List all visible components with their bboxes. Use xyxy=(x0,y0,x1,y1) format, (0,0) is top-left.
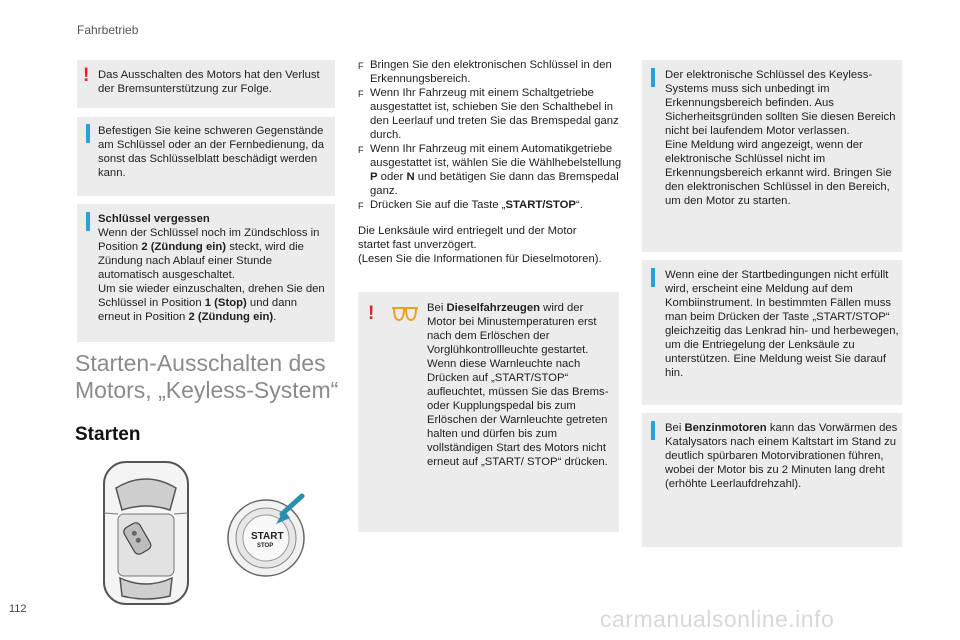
info-icon xyxy=(651,421,655,440)
stop-label: STOP xyxy=(257,543,274,549)
info-box-key-objects xyxy=(77,117,335,196)
warning-icon: ! xyxy=(83,65,90,86)
start-stop-button-illustration xyxy=(224,492,314,582)
info-box-petrol-engines xyxy=(642,413,902,547)
info-start-conditions-text: Wenn eine der Startbedingungen nicht erfüllt wird, erscheint eine Meldung auf dem Kombiinstrument. In bestimmten Fällen muss man beim Drücken der Taste „START/STOP“ gleichzeitig das Lenkrad hin- und herbewegen, um die Entriegelung der Lenksäule zu unterstützen. Eine Meldung weist Sie darauf hin. xyxy=(665,269,899,379)
section-title: Fahrbetrieb xyxy=(77,23,139,37)
info-box-start-conditions xyxy=(642,260,902,405)
info-icon xyxy=(86,124,90,143)
info-icon xyxy=(651,268,655,287)
car-illustration xyxy=(100,458,192,608)
forgotten-key-paragraph-1: Wenn der Schlüssel noch im Zündschloss in Position 2 (Zündung ein) steckt, wird die Zündung nach Ablauf einer Stunde automatisch ausgeschaltet. xyxy=(98,227,320,281)
info-icon xyxy=(86,212,90,231)
step-item: F Drücken Sie auf die Taste „START/STOP“. xyxy=(358,199,583,211)
forgotten-key-title: Schlüssel vergessen xyxy=(98,213,210,225)
info-box-keyless-range xyxy=(642,60,902,252)
info-petrol-text: Bei Benzinmotoren kann das Vorwärmen des Katalysators nach einem Kaltstart im Stand zu deutlich spürbaren Motorvibrationen führen, wobei der Motor bis zu 2 Minuten lang dreht (erhöhte Leerlaufdrehzahl). xyxy=(665,422,898,490)
warning-icon: ! xyxy=(368,303,375,324)
diesel-warning-text: Bei Dieselfahrzeugen wird der Motor bei Minustemperaturen erst nach dem Erlöschen der Vorglühkontrollleuchte gestartet. Wenn diese Warnleuchte nach Drücken auf „START/STOP“ aufleuchtet, müssen Sie das Brems- oder Kupplungspedal bis zum Erlöschen der Warnleuchte getreten halten und dürfen bis zum vollständigen Start des Motors nicht erneut auf „START/ STOP“ drücken. xyxy=(427,302,609,468)
info-text: Befestigen Sie keine schweren Gegenstände am Schlüssel oder an der Fernbedienung, da sonst das Schlüsselblatt beschädigt werden kann. xyxy=(98,125,325,179)
chapter-heading: Starten-Ausschalten des Motors, „Keyless-System“ xyxy=(75,350,339,403)
forgotten-key-paragraph-2: Um sie wieder einzuschalten, drehen Sie den Schlüssel in Position 1 (Stop) und dann erneut in Position 2 (Zündung ein). xyxy=(98,283,325,323)
watermark: carmanualsonline.info xyxy=(600,606,835,632)
forgotten-key-text xyxy=(98,212,332,324)
step-item: F Bringen Sie den elektronischen Schlüssel in den Erkennungsbereich. xyxy=(358,59,612,85)
step-item: F Wenn Ihr Fahrzeug mit einem Schaltgetriebe ausgestattet ist, schieben Sie den Schalthebel in den Leerlauf und treten Sie das Bremspedal ganz durch. xyxy=(358,87,619,141)
start-label: START xyxy=(251,531,284,542)
warning-box-brake xyxy=(77,60,335,108)
page-number: 112 xyxy=(9,603,27,615)
info-icon xyxy=(651,68,655,87)
start-steps-list xyxy=(358,58,623,213)
steering-lock-text: Die Lenksäule wird entriegelt und der Motor startet fast unverzögert. (Lesen Sie die Informationen für Dieselmotoren). xyxy=(358,225,602,265)
warning-text: Das Ausschalten des Motors hat den Verlust der Bremsunterstützung zur Folge. xyxy=(98,69,320,95)
diesel-warning-box xyxy=(358,292,619,532)
info-keyless-range-text: Der elektronische Schlüssel des Keyless-Systems muss sich unbedingt im Erkennungsbereich befinden. Aus Sicherheitsgründen sollten Sie diesen Bereich nicht bei laufendem Motor verlassen. Eine Meldung wird angezeigt, wenn der elektronische Schlüssel nicht im Erkennungsbereich erkannt wird. Bringen Sie den elektronischen Schlüssel in den Bereich, um den Motor zu starten. xyxy=(665,69,896,207)
info-box-forgotten-key xyxy=(77,204,335,342)
subheading-starten: Starten xyxy=(75,424,141,445)
preheat-glow-icon xyxy=(390,304,420,324)
step-item: F Wenn Ihr Fahrzeug mit einem Automatikgetriebe ausgestattet ist, wählen Sie die Wählhebelstellung P oder N und betätigen Sie dann das Bremspedal ganz. xyxy=(358,143,622,197)
